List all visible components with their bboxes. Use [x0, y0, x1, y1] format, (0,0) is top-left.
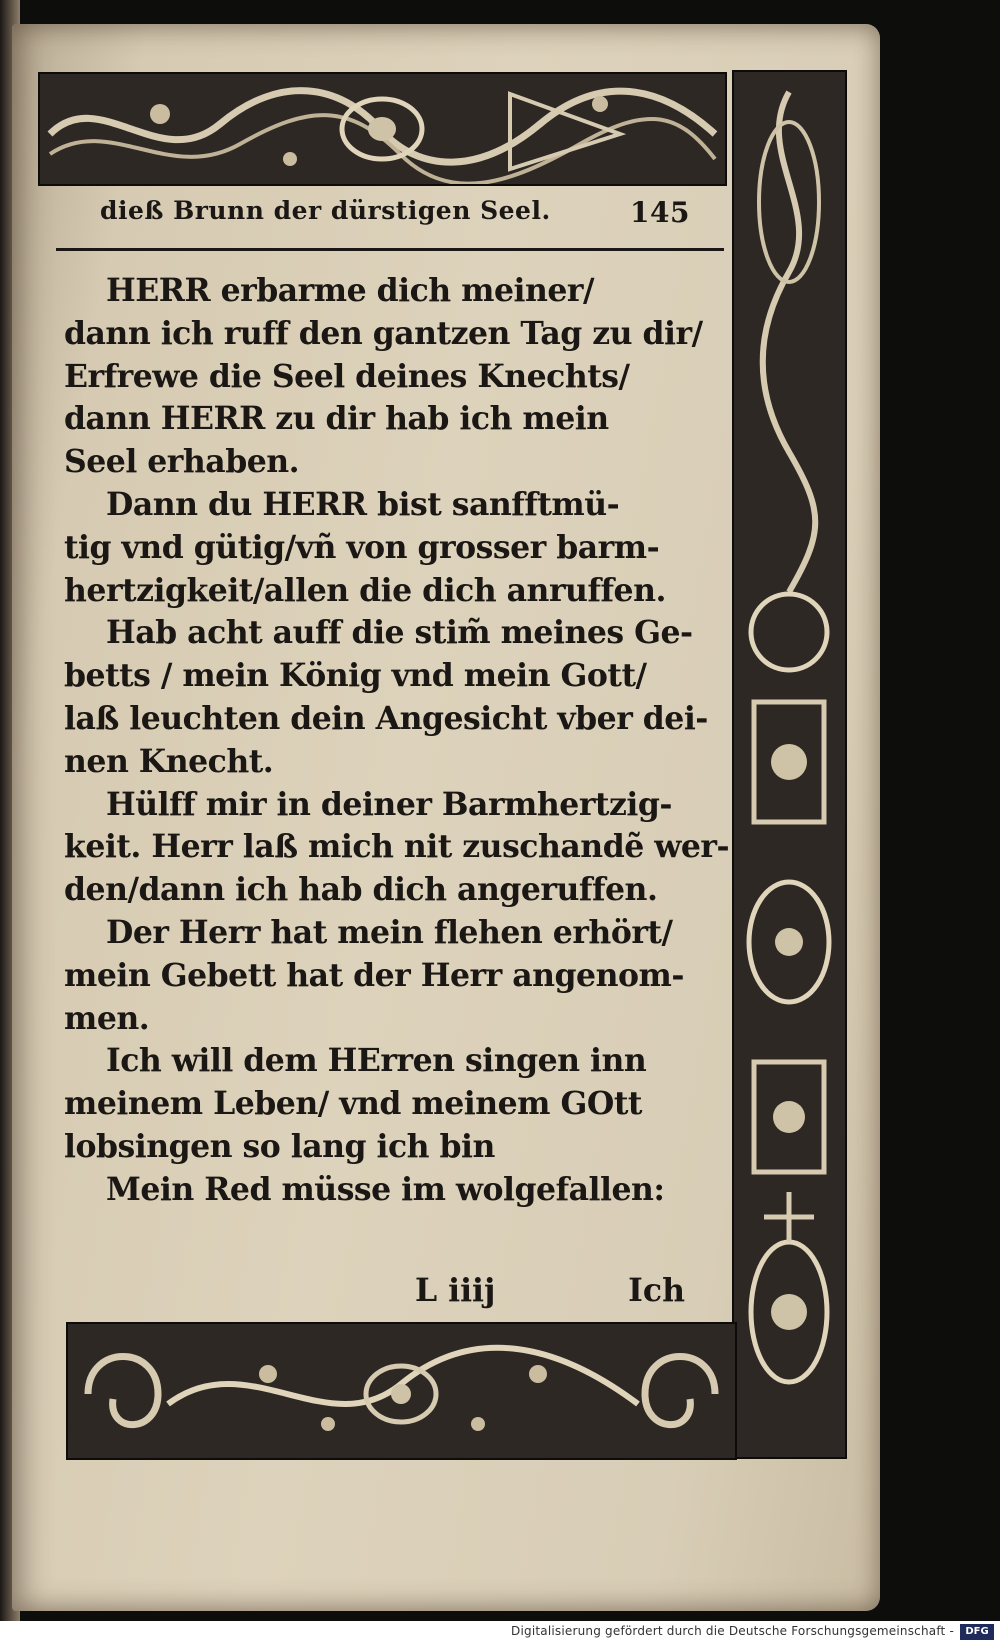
text-line: HERR erbarme dich meiner/ — [106, 272, 595, 309]
top-woodcut-border — [38, 72, 727, 186]
text-line: Ich will dem HErren singen inn — [106, 1042, 647, 1080]
text-line: nen Knecht. — [64, 742, 274, 780]
dfg-logo: DFG — [960, 1624, 994, 1640]
text-line: lobsingen so lang ich bin — [64, 1127, 495, 1165]
signature-mark: L iiij — [415, 1272, 496, 1309]
text-line: den/dann ich hab dich angeruffen. — [64, 871, 658, 909]
text-line: Hülff mir in deiner Barmhertzig- — [106, 785, 672, 823]
text-line: dann HERR zu dir hab ich mein — [64, 400, 609, 438]
footer-credit: Digitalisierung gefördert durch die Deutsche Forschungsgemeinschaft - — [511, 1624, 954, 1638]
text-line: keit. Herr laß mich nit zuschandẽ wer- — [64, 828, 730, 866]
body-text — [64, 270, 734, 1212]
text-line: mein Gebett hat der Herr angenom- — [64, 956, 684, 994]
text-line: Mein Red müsse im wolgefallen: — [106, 1170, 665, 1208]
running-title: dieß Brunn der dürstigen Seel. — [100, 196, 551, 225]
text-line: Erfrewe die Seel deines Knechts/ — [64, 357, 630, 395]
right-woodcut-border — [732, 70, 847, 1459]
text-line: hertzigkeit/allen die dich anruffen. — [64, 571, 666, 609]
text-line: men. — [64, 999, 150, 1037]
text-line: dann ich ruff den gantzen Tag zu dir/ — [64, 314, 703, 352]
text-line: laß leuchten dein Angesicht vber dei- — [64, 699, 708, 737]
bottom-woodcut-border — [66, 1322, 737, 1460]
header-rule — [56, 248, 724, 251]
catchword: Ich — [628, 1272, 685, 1309]
footer-bar — [0, 1621, 1000, 1643]
text-line: tig vnd gütig/vñ von grosser barm- — [64, 528, 660, 566]
text-line: Der Herr hat mein flehen erhört/ — [106, 913, 673, 951]
page-number: 145 — [630, 196, 690, 229]
text-line: Seel erhaben. — [64, 443, 300, 481]
catchline — [415, 1272, 685, 1316]
text-line: betts / mein König vnd mein Gott/ — [64, 657, 647, 695]
text-line: Dann du HERR bist sanfftmü- — [106, 485, 620, 523]
text-line: Hab acht auff die stim̃ meines Ge- — [106, 614, 693, 652]
text-line: meinem Leben/ vnd meinem GOtt — [64, 1085, 642, 1123]
running-head — [100, 194, 690, 234]
